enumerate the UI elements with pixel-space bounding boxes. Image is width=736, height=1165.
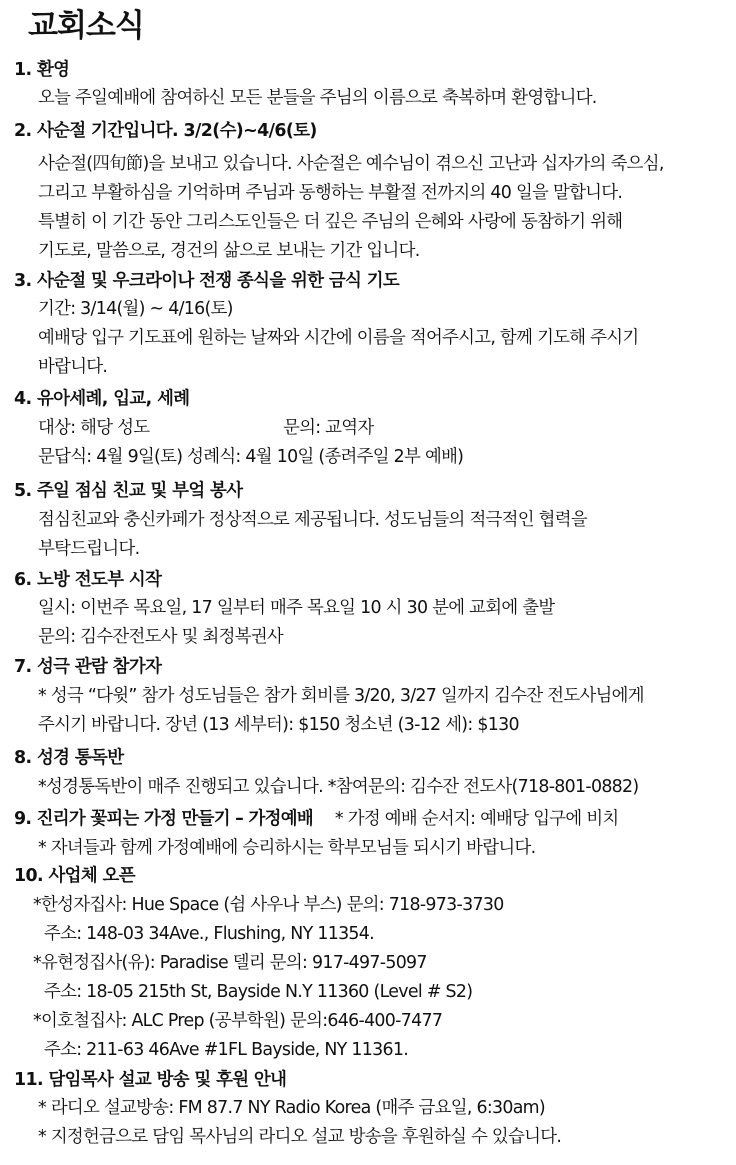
section-text: * 지정헌금으로 담임 목사님의 라디오 설교 방송을 후원하실 수 있습니다. bbox=[38, 1127, 562, 1147]
section-text: 주소: 18-05 215th St, Bayside N.Y 11360 (Level # S2) bbox=[44, 982, 473, 1002]
section-text: 일시: 이번주 목요일, 17 일부터 매주 목요일 10 시 30 분에 교회에 출발 bbox=[38, 598, 555, 618]
section-heading: 3. 사순절 및 우크라이나 전쟁 종식을 위한 금식 기도 bbox=[14, 271, 400, 291]
section-text: 특별히 이 기간 동안 그리스도인들은 더 깊은 주님의 은혜와 사랑에 동참하기 위해 bbox=[38, 212, 623, 232]
section-text: 주소: 148-03 34Ave., Flushing, NY 11354. bbox=[44, 924, 374, 944]
section-heading: 6. 노방 전도부 시작 bbox=[14, 570, 162, 590]
section-text: 문의: 교역자 bbox=[283, 418, 374, 438]
section-heading: 2. 사순절 기간입니다. 3/2(수)~4/6(토) bbox=[14, 121, 317, 141]
section-note: * 가정 예배 순서지: 예배당 입구에 비치 bbox=[334, 809, 619, 829]
section-text: * 자녀들과 함께 가정예배에 승리하시는 학부모님들 되시기 바랍니다. bbox=[38, 838, 536, 858]
section-text: 문의: 김수잔전도사 및 최정복권사 bbox=[38, 627, 284, 647]
section-text: *유현정집사(유): Paradise 델리 문의: 917-497-5097 bbox=[33, 953, 427, 973]
section-text: 점심친교와 충신카페가 정상적으로 제공됩니다. 성도님들의 적극적인 협력을 bbox=[38, 510, 587, 530]
section-heading: 4. 유아세례, 입교, 세례 bbox=[14, 389, 190, 409]
section-text: *이호철집사: ALC Prep (공부학원) 문의:646-400-7477 bbox=[33, 1011, 443, 1031]
page-title: 교회소식 bbox=[28, 8, 144, 44]
section-text: 그리고 부활하심을 기억하며 주님과 동행하는 부활절 전까지의 40 일을 말합니다. bbox=[38, 183, 623, 203]
section-text: 주시기 바랍니다. 장년 (13 세부터): $150 청소년 (3-12 세): $130 bbox=[38, 715, 519, 735]
section-text: 오늘 주일예배에 참여하신 모든 분들을 주님의 이름으로 축복하며 환영합니다. bbox=[38, 88, 597, 108]
section-text: 예배당 입구 기도표에 원하는 날짜와 시간에 이름을 적어주시고, 함께 기도해 주시기 bbox=[38, 328, 639, 348]
section-text: 주소: 211-63 46Ave #1FL Bayside, NY 11361. bbox=[44, 1040, 409, 1060]
section-text: 대상: 해당 성도 bbox=[38, 418, 150, 438]
section-heading: 1. 환영 bbox=[14, 60, 70, 80]
section-heading: 7. 성극 관람 참가자 bbox=[14, 657, 162, 677]
section-text: 바랍니다. bbox=[38, 357, 108, 377]
section-heading-row bbox=[14, 806, 619, 832]
section-heading: 8. 성경 통독반 bbox=[14, 748, 124, 768]
section-heading: 9. 진리가 꽃피는 가정 만들기 – 가정예배 bbox=[14, 809, 313, 829]
section-text: 기도로, 말씀으로, 경건의 삶으로 보내는 기간 입니다. bbox=[38, 241, 420, 261]
section-text: 사순절(四旬節)을 보내고 있습니다. 사순절은 예수님이 겪으신 고난과 십자가의 죽으심, bbox=[38, 154, 664, 174]
section-text: 문답식: 4월 9일(토) 성례식: 4월 10일 (종려주일 2부 예배) bbox=[38, 447, 464, 467]
section-text: * 라디오 설교방송: FM 87.7 NY Radio Korea (매주 금요일, 6:30am) bbox=[38, 1098, 546, 1118]
section-heading: 11. 담임목사 설교 방송 및 후원 안내 bbox=[14, 1070, 287, 1090]
section-text: 부탁드립니다. bbox=[38, 539, 140, 559]
section-text: * 성극 “다윗” 참가 성도님들은 참가 회비를 3/20, 3/27 일까지 김수잔 전도사님에게 bbox=[38, 686, 644, 706]
section-text: *한성자집사: Hue Space (쉼 사우나 부스) 문의: 718-973-3730 bbox=[33, 895, 504, 915]
section-text: 기간: 3/14(월) ~ 4/16(토) bbox=[38, 299, 233, 319]
section-text: *성경통독반이 매주 진행되고 있습니다. *참여문의: 김수잔 전도사(718-801-0882) bbox=[38, 777, 639, 797]
section-heading: 5. 주일 점심 친교 및 부엌 봉사 bbox=[14, 481, 243, 501]
section-heading: 10. 사업체 오픈 bbox=[14, 866, 135, 886]
